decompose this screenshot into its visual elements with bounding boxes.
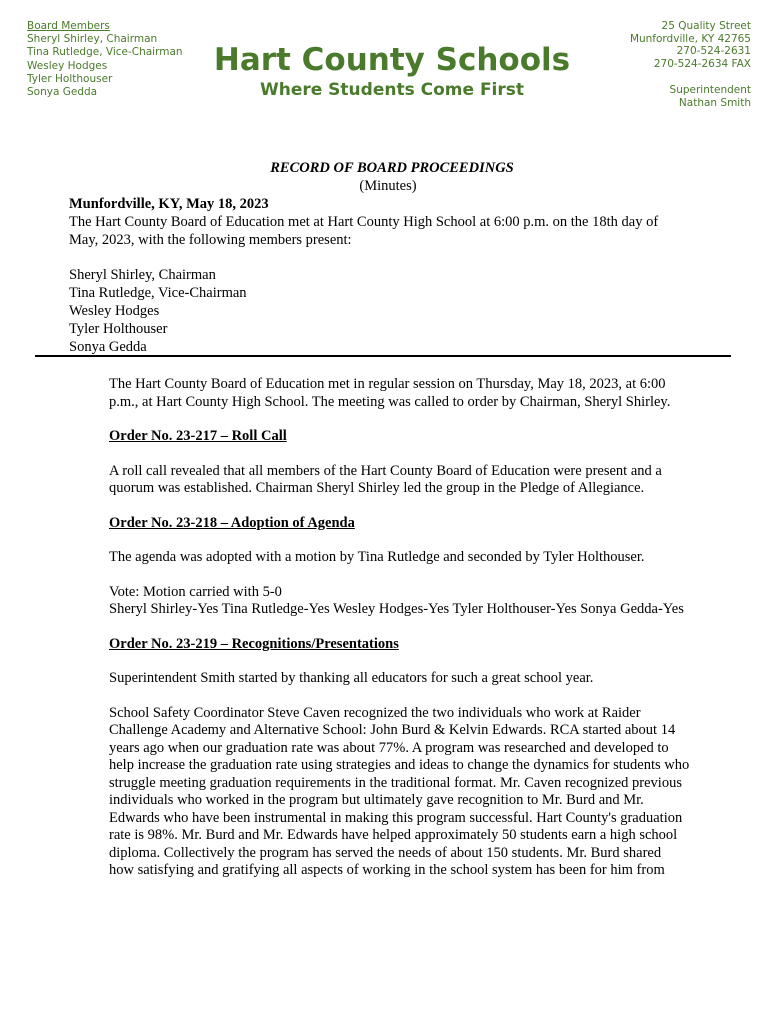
order-text: quorum was established. Chairman Sheryl Shirley led the group in the Pledge of Allegiance. xyxy=(109,480,645,496)
order-text: The agenda was adopted with a motion by Tina Rutledge and seconded by Tyler Holthouser. xyxy=(109,549,645,565)
opening-text: The Hart County Board of Education met in regular session on Thursday, May 18, 2023, at 6:00 xyxy=(109,376,666,392)
order-heading: Order No. 23-218 – Adoption of Agenda xyxy=(109,514,355,531)
place-date: Munfordville, KY, May 18, 2023 xyxy=(69,196,269,212)
record-title: RECORD OF BOARD PROCEEDINGS xyxy=(270,160,514,176)
recognition-text: Challenge Academy and Alternative School: John Burd & Kelvin Edwards. RCA started about 14 xyxy=(109,722,676,738)
member-present: Tyler Holthouser xyxy=(69,321,168,337)
record-intro xyxy=(69,195,729,356)
intro-text: The Hart County Board of Education met at Hart County High School at 6:00 p.m. on the 18th day of xyxy=(69,214,659,230)
recognition-text: individuals who worked in the program but ultimately gave recognition to Mr. Burd and Mr. xyxy=(109,792,644,808)
recognition-text: diploma. Collectively the program has served the needs of about 150 students. Mr. Burd shared xyxy=(109,844,662,861)
vote-tally: Sheryl Shirley-Yes Tina Rutledge-Yes Wesley Hodges-Yes Tyler Holthouser-Yes Sonya Gedda-Yes xyxy=(109,601,684,617)
recognition-text: years ago when our graduation rate was about 77%. A program was researched and developed to xyxy=(109,739,669,756)
board-member: Sheryl Shirley, Chairman xyxy=(27,33,158,46)
order-heading: Order No. 23-219 – Recognitions/Presentations xyxy=(109,635,399,652)
board-members-title: Board Members xyxy=(27,20,110,32)
vote-result: Vote: Motion carried with 5-0 xyxy=(109,583,282,600)
order-text: A roll call revealed that all members of the Hart County Board of Education were present and a xyxy=(109,462,662,479)
member-present: Wesley Hodges xyxy=(69,303,160,319)
school-name: Hart County Schools xyxy=(213,42,571,78)
intro-text: May, 2023, with the following members present: xyxy=(69,232,352,248)
member-present: Tina Rutledge, Vice-Chairman xyxy=(69,285,247,301)
board-member: Sonya Gedda xyxy=(27,86,98,99)
address-line: Munfordville, KY 42765 xyxy=(629,32,751,45)
address-line: 25 Quality Street xyxy=(661,20,751,32)
order-heading: Order No. 23-217 – Roll Call xyxy=(109,428,287,444)
fax-line: 270-524-2634 FAX xyxy=(653,57,751,70)
proceedings-body xyxy=(109,376,739,880)
board-member: Tina Rutledge, Vice-Chairman xyxy=(27,46,183,59)
member-present: Sheryl Shirley, Chairman xyxy=(69,267,216,283)
address-block xyxy=(630,20,751,109)
superintendent-name: Nathan Smith xyxy=(678,96,751,109)
board-member: Wesley Hodges xyxy=(27,59,108,72)
member-present: Sonya Gedda xyxy=(69,339,147,355)
recognition-text: School Safety Coordinator Steve Caven recognized the two individuals who work at Raider xyxy=(109,704,641,721)
order-text: Superintendent Smith started by thanking all educators for such a great school year. xyxy=(109,670,594,686)
school-tagline: Where Students Come First xyxy=(259,80,525,100)
phone-line: 270-524-2631 xyxy=(676,45,751,57)
recognition-text: Edwards who have been instrumental in making this program successful. Hart County's graduation xyxy=(109,809,683,826)
recognition-text: help increase the graduation rate using strategies and ideas to change the dynamics for students who xyxy=(109,757,690,773)
recognition-text: struggle meeting graduation requirements in the traditional format. Mr. Caven recognized previous xyxy=(109,774,682,791)
superintendent-title: Superintendent xyxy=(669,84,751,96)
opening-text: p.m., at Hart County High School. The meeting was called to order by Chairman, Sheryl Shirley. xyxy=(109,393,671,410)
section-divider xyxy=(35,355,731,357)
recognition-text: rate is 98%. Mr. Burd and Mr. Edwards have helped approximately 50 students earn a high school xyxy=(109,827,678,843)
recognition-text: how satisfying and gratifying all aspects of working in the school system has been for him from xyxy=(109,862,665,878)
board-member: Tyler Holthouser xyxy=(27,72,113,85)
record-subtitle: (Minutes) xyxy=(359,178,417,194)
